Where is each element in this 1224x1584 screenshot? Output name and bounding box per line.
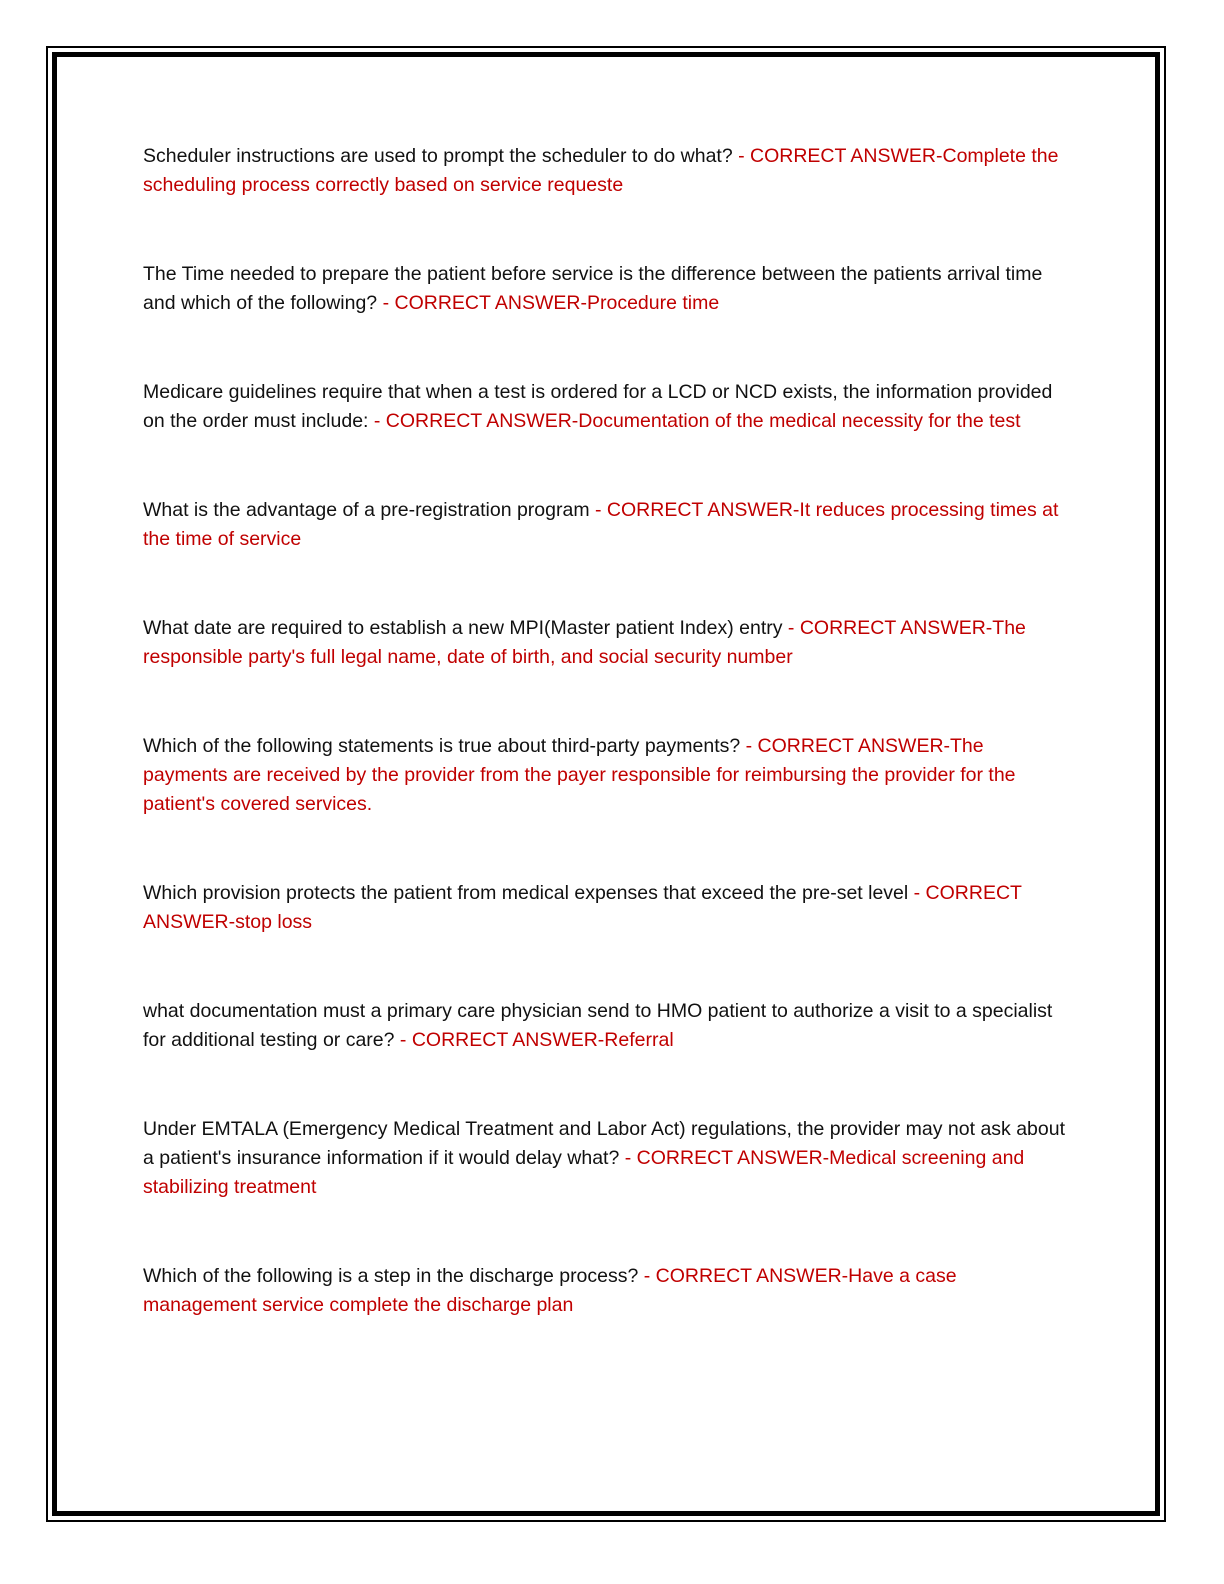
question-text: What date are required to establish a new MPI(Master patient Index) entry	[143, 617, 788, 639]
answer-text: - CORRECT ANSWER-The payments are received by the provider from the payer responsible for reimbursing the provider for the patient's covered services.	[143, 735, 1016, 815]
question-text: what documentation must a primary care physician send to HMO patient to authorize a visit to a specialist for additional testing or care?	[143, 1000, 1053, 1051]
qa-list	[143, 142, 1073, 1320]
answer-text: - CORRECT ANSWER-Referral	[399, 1029, 674, 1051]
question-text: Under EMTALA (Emergency Medical Treatment and Labor Act) regulations, the provider may not ask about a patient's insurance information if it would delay what?	[143, 1118, 1066, 1169]
question-text: Scheduler instructions are used to prompt the scheduler to do what?	[143, 145, 739, 167]
qa-item-1	[143, 142, 1073, 200]
answer-text: - CORRECT ANSWER-Procedure time	[382, 292, 720, 314]
qa-item-10	[143, 1262, 1073, 1320]
answer-text: - CORRECT ANSWER-Have a case management service complete the discharge plan	[143, 1265, 957, 1316]
question-text: Which of the following is a step in the discharge process?	[143, 1265, 644, 1287]
answer-text: - CORRECT ANSWER-Complete the scheduling process correctly based on service requeste	[143, 145, 1059, 196]
qa-item-2	[143, 260, 1073, 318]
answer-text: - CORRECT ANSWER-stop loss	[143, 882, 1022, 933]
qa-item-8	[143, 997, 1073, 1055]
answer-text: - CORRECT ANSWER-Documentation of the medical necessity for the test	[373, 410, 1021, 432]
qa-item-5	[143, 614, 1073, 672]
qa-item-3	[143, 378, 1073, 436]
question-text: Which provision protects the patient from medical expenses that exceed the pre-set level	[143, 882, 914, 904]
question-text: Which of the following statements is true about third-party payments?	[143, 735, 746, 757]
question-text: The Time needed to prepare the patient before service is the difference between the patients arrival time and which of the following?	[143, 263, 1043, 314]
qa-item-4	[143, 496, 1073, 554]
qa-item-7	[143, 879, 1073, 937]
answer-text: - CORRECT ANSWER-It reduces processing times at the time of service	[143, 499, 1059, 550]
answer-text: - CORRECT ANSWER-The responsible party's full legal name, date of birth, and social security number	[143, 617, 1026, 668]
question-text: Medicare guidelines require that when a test is ordered for a LCD or NCD exists, the information provided on the order must include:	[143, 381, 1053, 432]
answer-text: - CORRECT ANSWER-Medical screening and stabilizing treatment	[143, 1147, 1025, 1198]
qa-item-6	[143, 732, 1073, 819]
question-text: What is the advantage of a pre-registration program	[143, 499, 595, 521]
qa-item-9	[143, 1115, 1073, 1202]
